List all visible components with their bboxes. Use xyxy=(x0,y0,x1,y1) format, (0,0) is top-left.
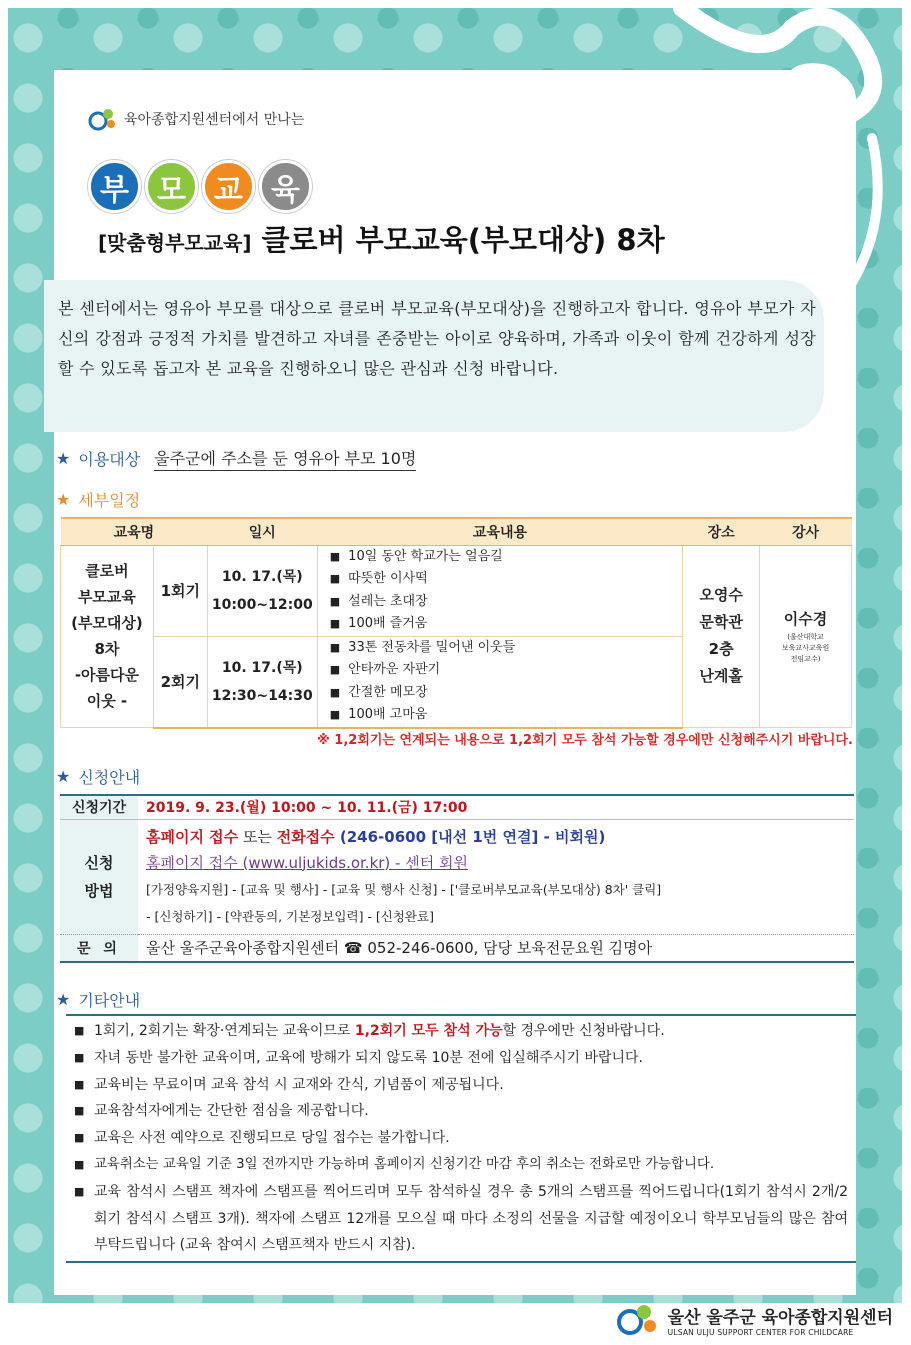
program-line: 이웃 - xyxy=(86,692,128,711)
method-label-line: 신청 xyxy=(84,853,114,872)
apply-label: 신청안내 xyxy=(78,768,141,787)
circle-bu: 부 xyxy=(88,160,141,213)
header-subtitle xyxy=(88,104,304,134)
circle-mo: 모 xyxy=(145,160,198,213)
center-logo-icon xyxy=(616,1303,660,1337)
program-line: 클로버 xyxy=(85,562,129,581)
etc-label: 기타안내 xyxy=(78,991,141,1010)
target-label: 이용대상 xyxy=(78,450,141,469)
session-datetime xyxy=(207,545,317,636)
program-name xyxy=(61,545,154,728)
footer-text xyxy=(668,1303,893,1337)
center-logo-icon xyxy=(88,104,118,134)
etc-highlight: 1,2회기 모두 참석 가능 xyxy=(354,1023,503,1039)
etc-list xyxy=(66,1014,856,1263)
period-value: 2019. 9. 23.(월) 10:00 ~ 10. 11.(금) 17:00 xyxy=(138,795,854,819)
schedule-label: 세부일정 xyxy=(78,491,141,510)
title-prefix: [맞춤형부모교육] xyxy=(98,231,252,255)
lecturer-cell xyxy=(760,545,852,728)
phone-apply: 전화접수 xyxy=(276,827,335,846)
subtitle-text: 육아종합지원센터에서 만나는 xyxy=(124,112,305,128)
page-title xyxy=(98,218,665,259)
content-item: ■ 33톤 전동차를 밀어낸 이웃들 xyxy=(330,637,682,660)
session-round: 1회기 xyxy=(153,545,207,636)
apply-path-2: - [신청하기] - [약관동의, 기본정보입력] - [신청완료] xyxy=(146,908,434,924)
circle-yuk: 육 xyxy=(259,160,312,213)
intro-paragraph: 본 센터에서는 영유아 부모를 대상으로 클로버 부모교육(부모대상)을 진행하고자 합니다. 영유아 부모가 자신의 강점과 긍정적 가치를 발견하고 자녀를 존중받는 아이로 양육하며, 가족과 이웃이 함께 건강하게 성장할 수 있도록 돕고자 본 교육을 진행하오니 많은 관심과 신청 바랍니다. xyxy=(44,280,824,432)
content-item: ■ 따뜻한 이사떡 xyxy=(330,568,682,591)
content-item: ■ 안타까운 자판기 xyxy=(330,659,682,682)
etc-text: 할 경우에만 신청바랍니다. xyxy=(502,1023,665,1039)
apply-path-1: [가정양육지원] - [교육 및 행사] - [교육 및 행사 신청] - ['클로버부모교육(부모대상) 8차' 클릭] xyxy=(146,881,662,897)
program-line: -아름다운 xyxy=(74,666,140,685)
content-item: ■ 10일 동안 학교가는 얼음길 xyxy=(330,546,682,569)
apply-section xyxy=(56,765,140,788)
schedule-table xyxy=(60,517,852,729)
session-time: 10:00~12:00 xyxy=(211,596,313,613)
etc-item: ■ 교육취소는 교육일 기준 3일 전까지만 가능하며 홈페이지 신청기간 마감 후의 취소는 전화로만 가능합니다. xyxy=(74,1152,848,1179)
lecturer-name: 이수경 xyxy=(783,609,828,628)
etc-item: ■ 자녀 동반 불가한 교육이며, 교육에 방해가 되지 않도록 10분 전에 입실해주시기 바랍니다. xyxy=(74,1045,848,1072)
etc-item: ■ 교육참석자에게는 간단한 점심을 제공합니다. xyxy=(74,1098,848,1125)
etc-item: ■ 교육은 사전 예약으로 진행되므로 당일 접수는 불가합니다. xyxy=(74,1125,848,1152)
content-item: ■ 100배 고마움 xyxy=(330,704,682,727)
etc-text: 1회기, 2회기는 확장·연계되는 교육이므로 xyxy=(94,1023,355,1039)
content-item: ■ 100배 즐거움 xyxy=(330,613,682,636)
program-line: 부모교육 xyxy=(77,588,136,607)
session-datetime xyxy=(207,636,317,728)
etc-section xyxy=(56,988,140,1011)
session-round: 2회기 xyxy=(153,636,207,728)
header-lecturer: 강사 xyxy=(760,518,852,545)
star-icon: ★ xyxy=(56,449,71,468)
header-datetime: 일시 xyxy=(207,518,317,545)
session-content xyxy=(317,545,682,636)
method-line-2 xyxy=(146,850,846,876)
circle-gyo: 교 xyxy=(202,160,255,213)
contact-value: 울산 울주군육아종합지원센터 ☎ 052-246-0600, 담당 보육전문요원 김명아 xyxy=(138,934,854,962)
header-place: 장소 xyxy=(683,518,760,545)
etc-item: ■ 교육비는 무료이며 교육 참석 시 교재와 간식, 기념품이 제공됩니다. xyxy=(74,1072,848,1099)
phone-detail: (246-0600 [내선 1번 연결] - 비회원) xyxy=(334,827,606,846)
target-section xyxy=(56,446,416,471)
session-time: 12:30~14:30 xyxy=(211,687,313,704)
apply-table xyxy=(60,794,854,963)
lecturer-note: 보육교사교육원 xyxy=(781,643,830,652)
place-line: 문학관 xyxy=(699,613,743,632)
lecturer-note: 전임교수) xyxy=(790,654,821,663)
method-line-1 xyxy=(146,824,846,850)
session-content xyxy=(317,636,682,728)
footer-eng: ULSAN ULJU SUPPORT CENTER FOR CHILDCARE xyxy=(667,1328,854,1337)
place-line: 오영수 xyxy=(699,586,743,605)
title-main: 클로버 부모교육(부모대상) 8차 xyxy=(261,223,665,257)
target-value: 울주군에 주소를 둔 영유아 부모 10명 xyxy=(154,446,416,471)
star-icon: ★ xyxy=(56,990,71,1009)
period-label: 신청기간 xyxy=(60,795,138,819)
session-date: 10. 17.(목) xyxy=(221,659,303,676)
content-item: ■ 간절한 메모장 xyxy=(330,682,682,705)
star-icon: ★ xyxy=(56,490,71,509)
homepage-link[interactable]: 홈페이지 접수 (www.uljukids.or.kr) - 센터 회원 xyxy=(146,853,468,872)
title-circles xyxy=(88,160,312,213)
program-line: 8차 xyxy=(94,640,120,659)
footer xyxy=(616,1303,893,1337)
method-label-line: 방법 xyxy=(84,881,114,900)
etc-item xyxy=(74,1018,848,1045)
method-label xyxy=(60,819,138,934)
etc-item: ■ 교육 참석시 스탬프 책자에 스탬프를 찍어드리며 모두 참석하실 경우 총 5개의 스탬프를 찍어드립니다(1회기 참석시 2개/2회기 참석시 스탬프 3개). 책자에 스탬프 12개를 모으실 때 마다 소정의 선물을 지급할 예정이오니 학부모님들의 많은 참여 부탁드립니다 (교육 참여시 스탬프책자 반드시 지참). xyxy=(74,1179,848,1259)
session-date: 10. 17.(목) xyxy=(221,568,303,585)
star-icon: ★ xyxy=(56,767,71,786)
lecturer-note: (울산대학교 xyxy=(787,632,824,641)
header-content: 교육내용 xyxy=(317,518,682,545)
place-line: 2층 xyxy=(708,640,734,659)
homepage-apply: 홈페이지 접수 xyxy=(146,827,239,846)
schedule-section xyxy=(56,488,140,511)
method-content xyxy=(138,819,854,934)
contact-label: 문 의 xyxy=(60,934,138,962)
content-item: ■ 설레는 초대장 xyxy=(330,591,682,614)
program-line: (부모대상) xyxy=(71,614,143,633)
attendance-warning: ※ 1,2회기는 연계되는 내용으로 1,2회기 모두 참석 가능할 경우에만 신청해주시기 바랍니다. xyxy=(317,733,853,748)
place-line: 난계홀 xyxy=(699,667,743,686)
header-program: 교육명 xyxy=(61,518,208,545)
place-cell xyxy=(683,545,760,728)
footer-name: 울산 울주군 육아종합지원센터 xyxy=(667,1308,893,1328)
method-or: 또는 xyxy=(238,827,277,846)
